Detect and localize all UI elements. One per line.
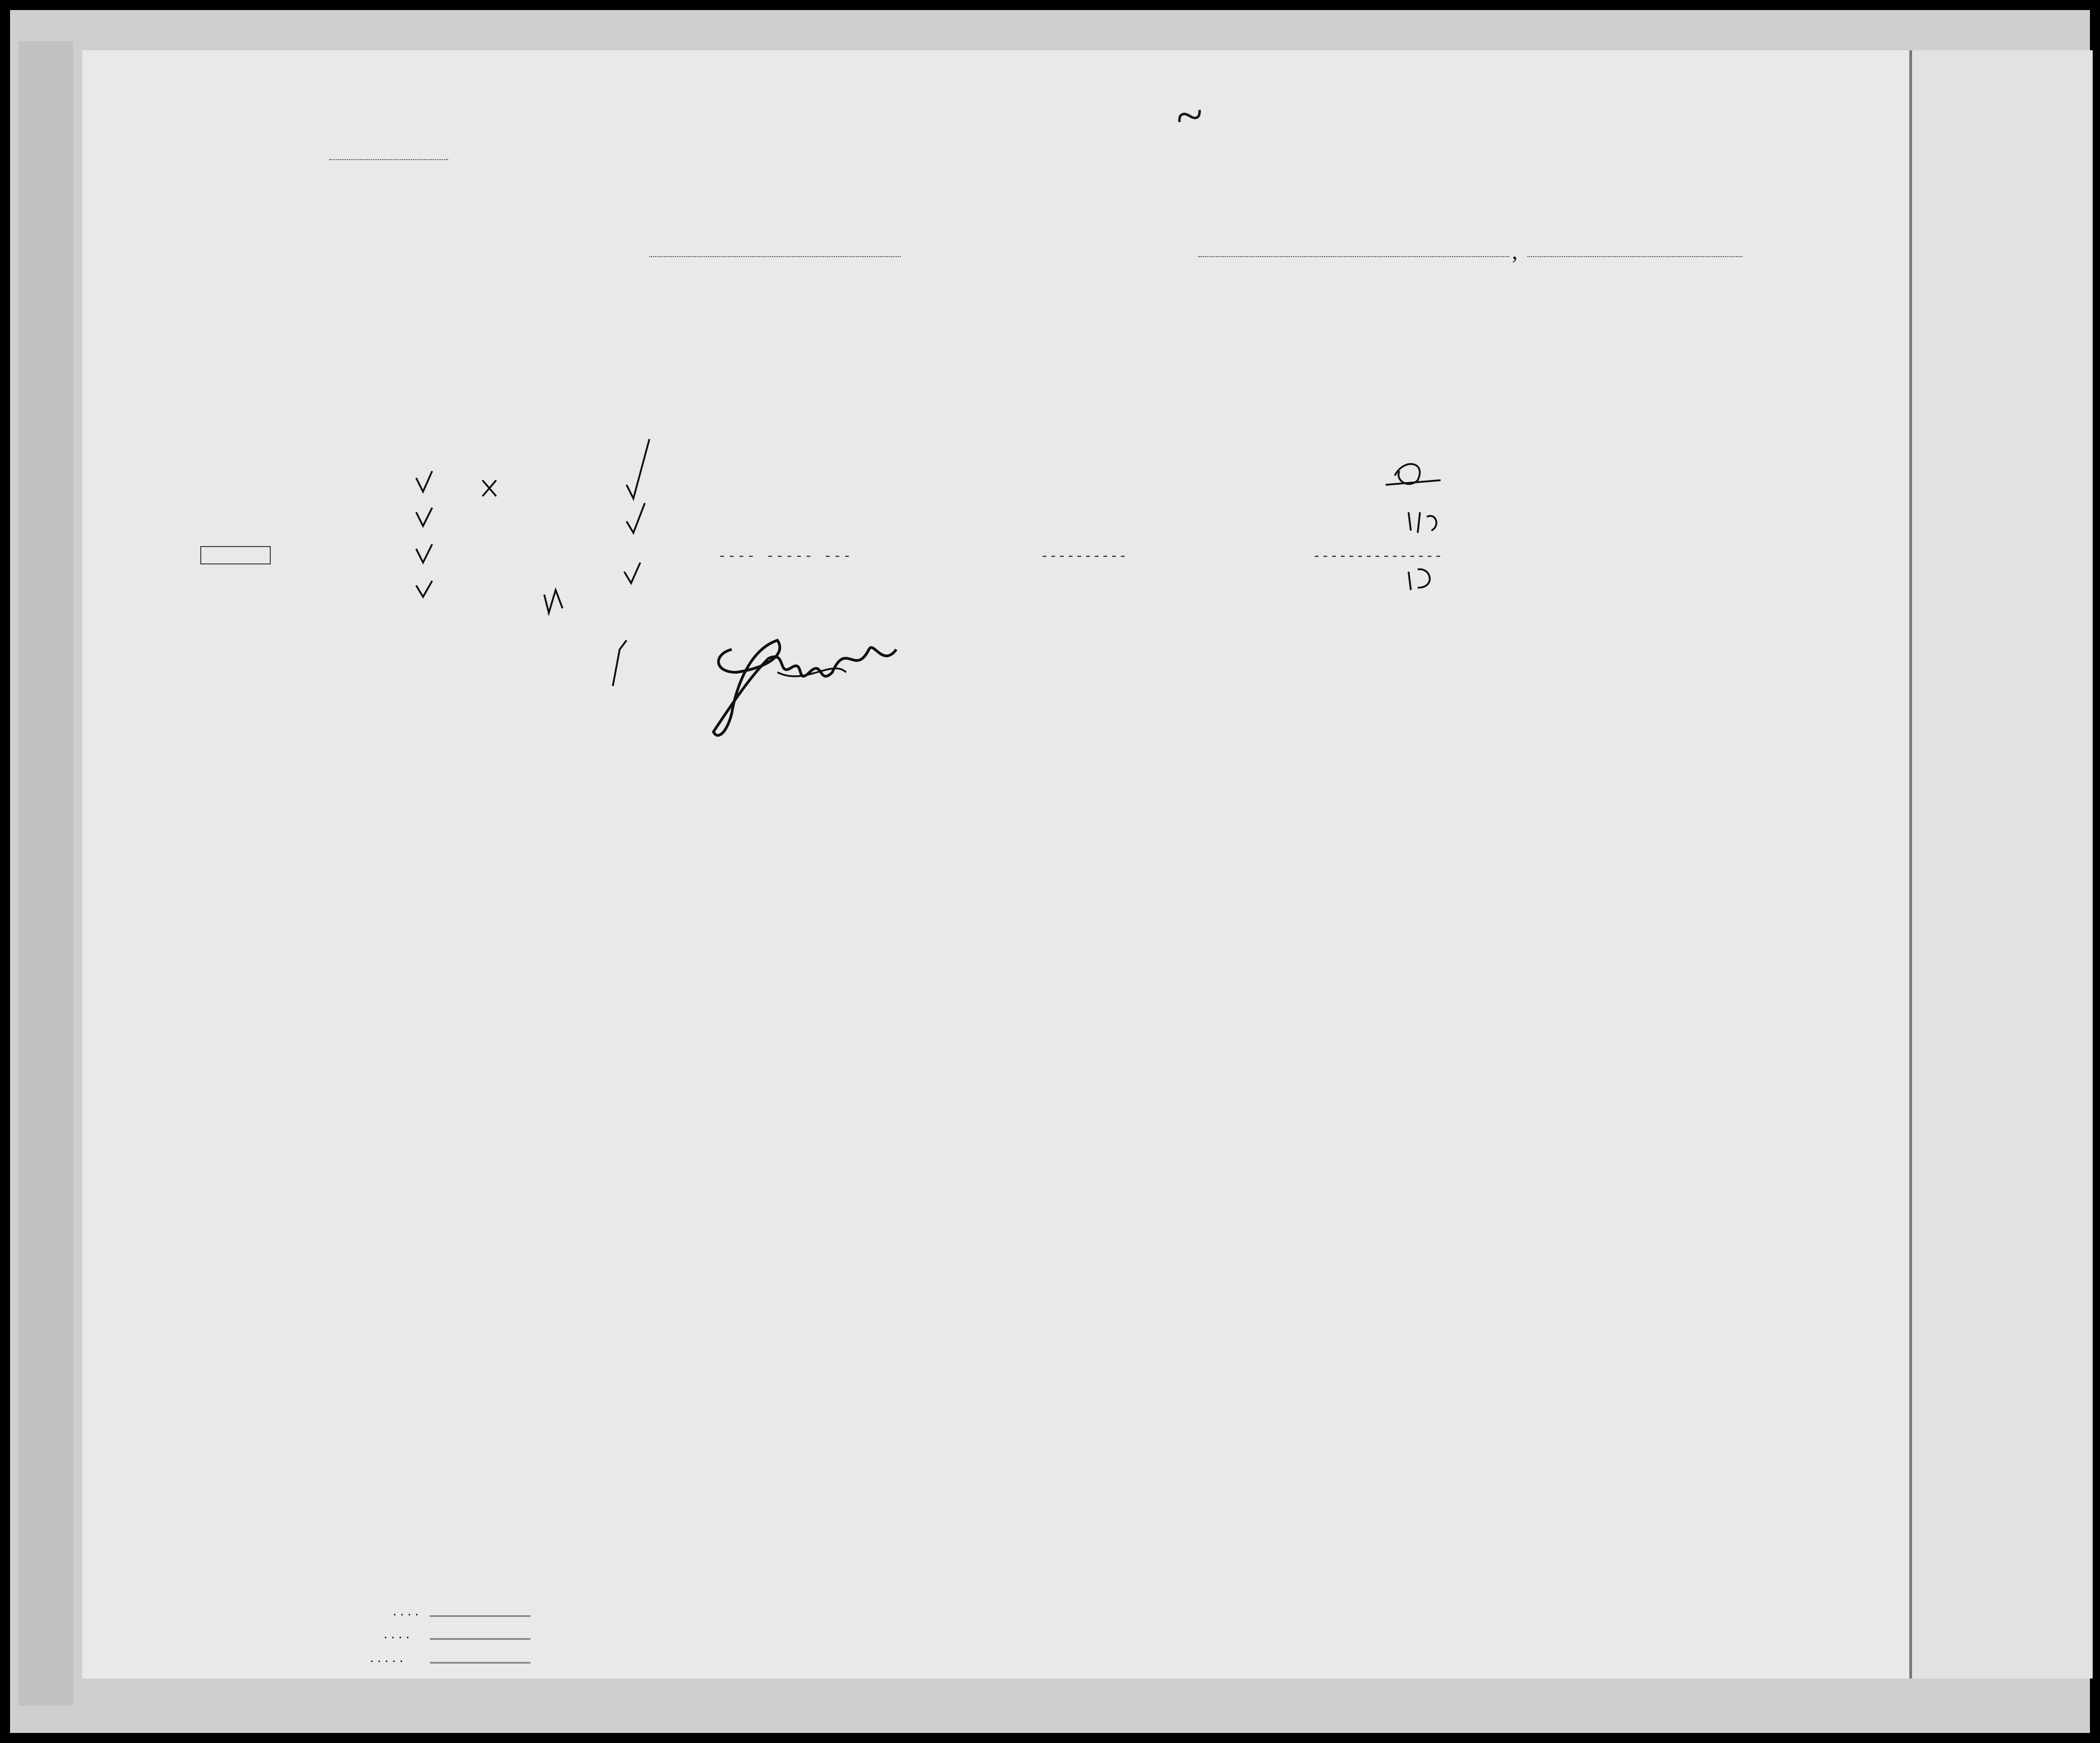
citizens-dots: .... — [384, 1629, 414, 1641]
aliens-underline — [430, 1662, 530, 1663]
ship-underline — [649, 256, 901, 257]
row3-race-dash: ---------- — [1040, 549, 1128, 564]
row3-head-tax-stamp — [200, 546, 271, 564]
aliens-dots: ..... — [370, 1653, 407, 1664]
list-underline — [329, 159, 448, 160]
port-underline — [1198, 256, 1509, 257]
row3-dash: ---- ----- --- — [718, 549, 853, 564]
comma: , — [1512, 238, 1518, 264]
total-underline — [430, 1615, 530, 1617]
date-underline — [1527, 256, 1742, 257]
total-dots: .... — [393, 1606, 423, 1618]
citizens-underline — [430, 1638, 530, 1640]
strike-mark: ~ — [1170, 86, 1207, 146]
row3-trail-dash: --------------- — [1312, 549, 1443, 564]
